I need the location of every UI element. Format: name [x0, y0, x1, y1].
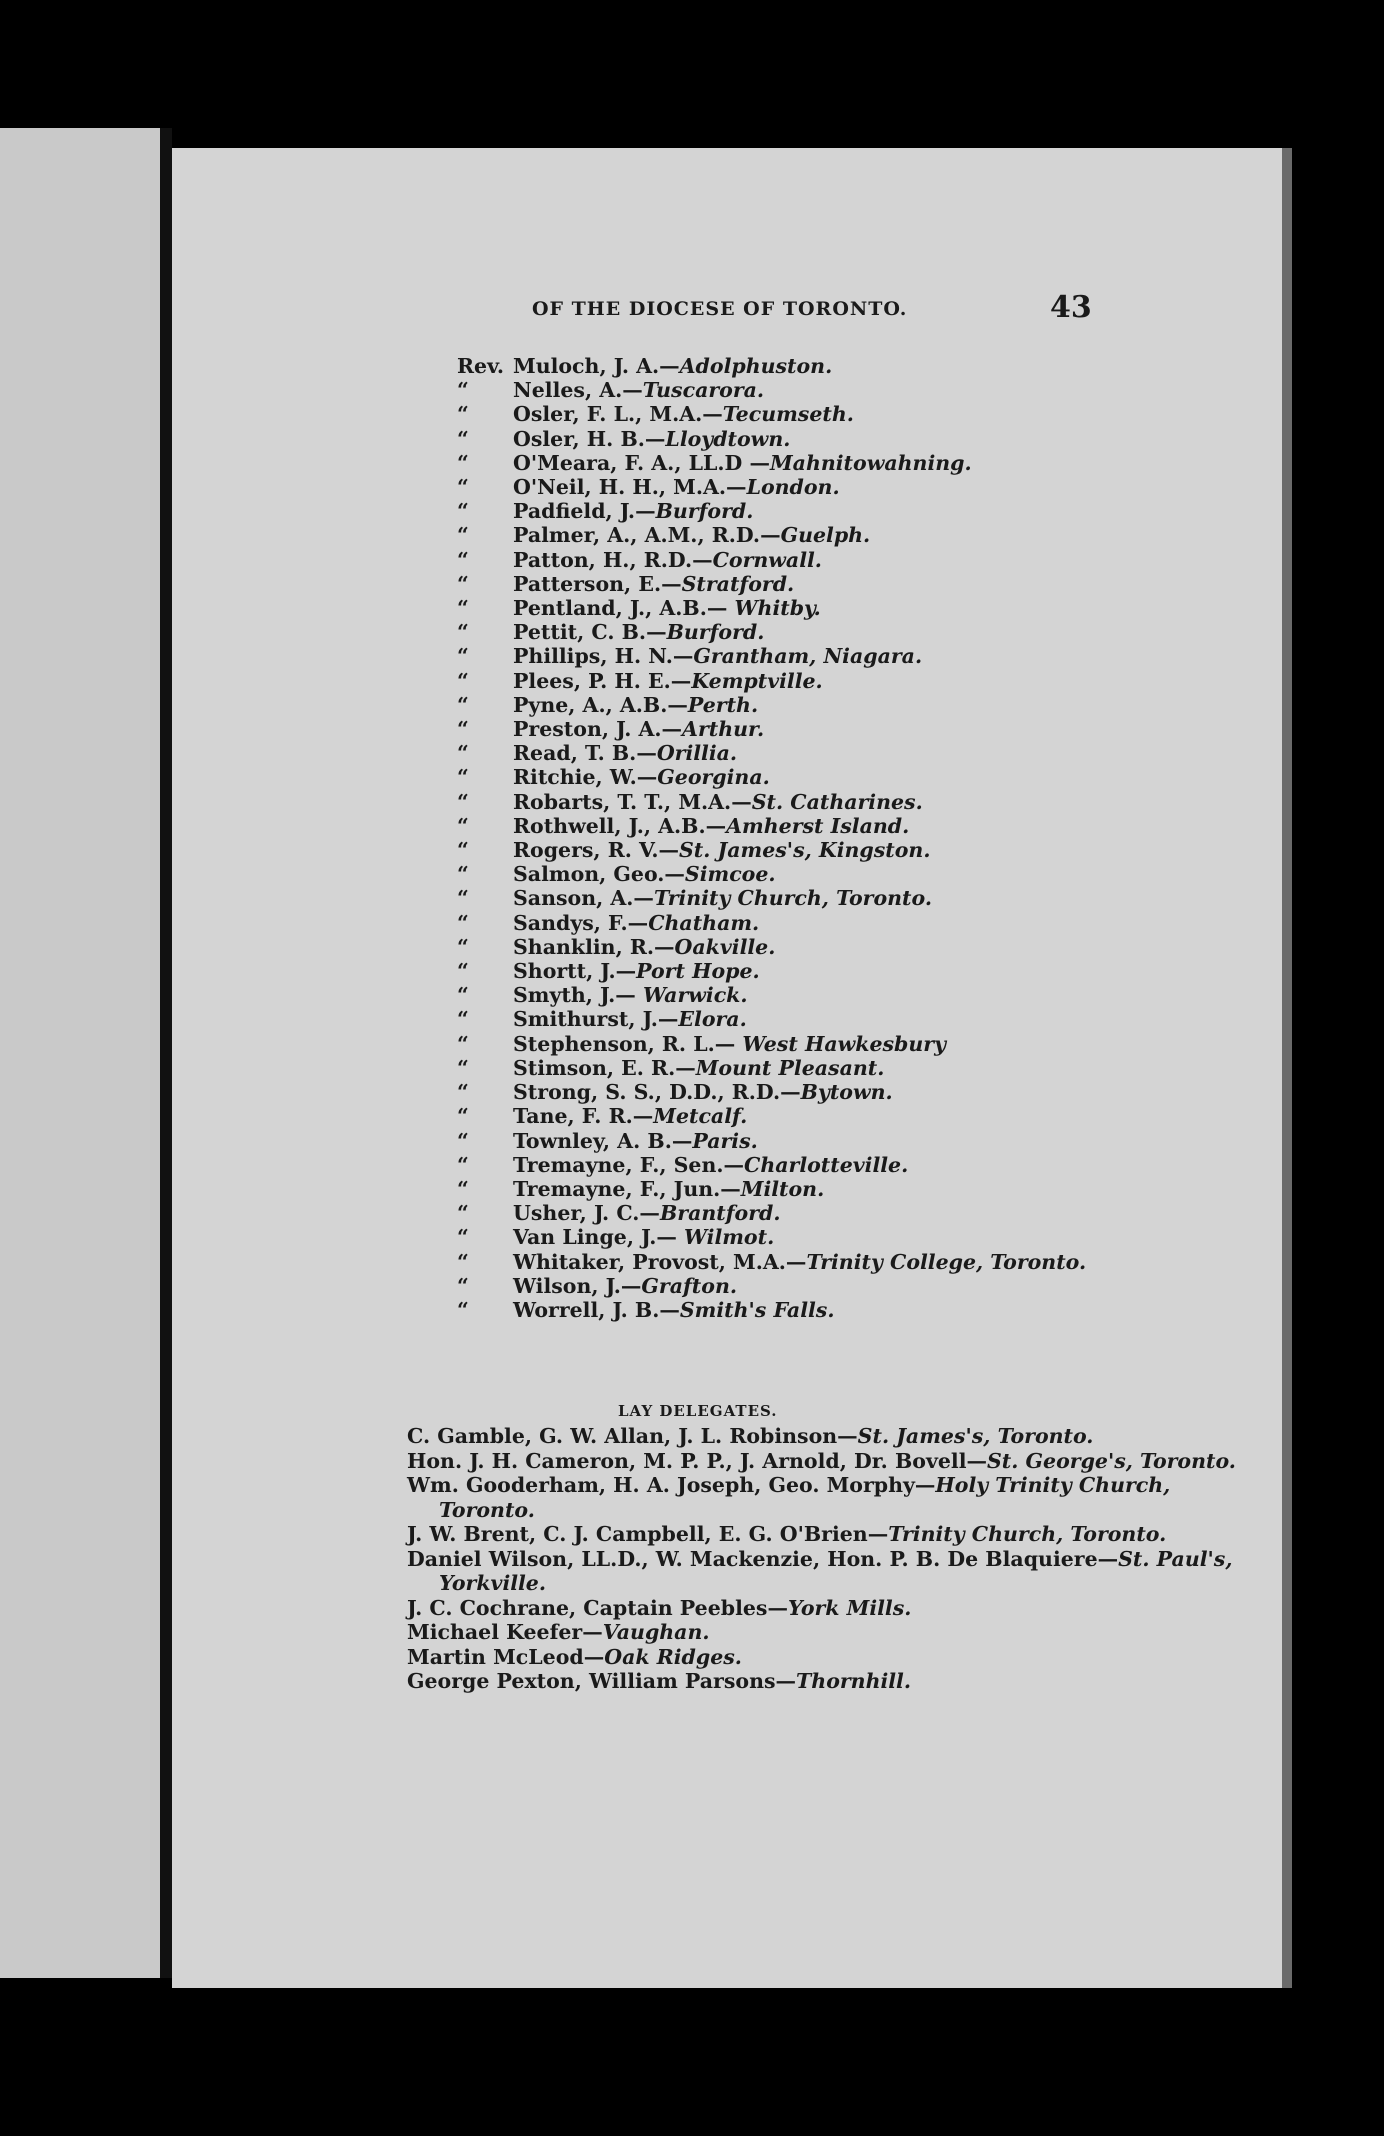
lay-delegate-place: Vaughan. — [602, 1620, 710, 1644]
clergy-place: Charlotteville. — [744, 1152, 909, 1177]
lay-delegate-names: Martin McLeod— — [407, 1644, 605, 1669]
clergy-entry — [457, 862, 1086, 886]
lay-delegate-entry — [407, 1596, 1237, 1621]
clergy-prefix: “ — [457, 1055, 469, 1080]
clergy-place: Burford. — [655, 499, 754, 524]
clergy-prefix: “ — [457, 523, 469, 548]
clergy-prefix: “ — [457, 692, 469, 717]
clergy-entry — [457, 620, 1086, 644]
clergy-place: Mahnitowahning. — [769, 450, 972, 475]
clergy-name: Pyne, A., A.B.— — [513, 692, 688, 717]
clergy-place: Wilmot. — [684, 1225, 775, 1250]
clergy-place: Port Hope. — [636, 959, 760, 984]
clergy-place: Brantford. — [659, 1201, 781, 1226]
clergy-entry — [457, 644, 1086, 668]
clergy-place: Smith's Falls. — [679, 1297, 835, 1322]
lay-delegate-names: Michael Keefer— — [407, 1620, 603, 1644]
clergy-entry — [457, 354, 1086, 378]
clergy-entry — [457, 1056, 1086, 1080]
clergy-place: Chatham. — [648, 910, 760, 935]
clergy-name: Nelles, A.— — [513, 378, 643, 403]
clergy-entry — [457, 1201, 1086, 1225]
clergy-entry — [457, 427, 1086, 451]
lay-delegates-heading: LAY DELEGATES. — [618, 1402, 778, 1420]
clergy-prefix: “ — [457, 402, 469, 427]
clergy-place: Stratford. — [681, 571, 795, 596]
clergy-prefix: “ — [457, 644, 469, 669]
clergy-place: Simcoe. — [684, 862, 776, 887]
clergy-place: Grantham, Niagara. — [693, 644, 923, 669]
clergy-place: Georgina. — [657, 765, 770, 790]
clergy-name: O'Neil, H. H., M.A.— — [513, 475, 747, 500]
clergy-entry — [457, 475, 1086, 499]
clergy-prefix: “ — [457, 886, 469, 911]
clergy-name: Muloch, J. A.— — [513, 354, 680, 378]
clergy-place: Tecumseth. — [722, 402, 854, 427]
clergy-entry — [457, 451, 1086, 475]
clergy-prefix: “ — [457, 378, 469, 403]
clergy-place: St. James's, Kingston. — [678, 838, 931, 863]
clergy-entry — [457, 1032, 1086, 1056]
clergy-prefix: “ — [457, 838, 469, 863]
lay-delegates-list — [407, 1424, 1237, 1694]
clergy-prefix: “ — [457, 717, 469, 742]
lay-delegate-names: C. Gamble, G. W. Allan, J. L. Robinson— — [407, 1424, 858, 1448]
clergy-name: Phillips, H. N.— — [513, 644, 694, 669]
clergy-name: Strong, S. S., D.D., R.D.— — [513, 1080, 801, 1105]
clergy-name: Preston, J. A.— — [513, 717, 683, 742]
lay-delegate-place: Trinity Church, Toronto. — [888, 1522, 1167, 1546]
clergy-place: Metcalf. — [653, 1104, 748, 1129]
clergy-entry — [457, 1177, 1086, 1201]
clergy-name: Plees, P. H. E.— — [513, 668, 692, 693]
lay-delegate-names: J. W. Brent, C. J. Campbell, E. G. O'Brien— — [407, 1522, 889, 1546]
clergy-place: Trinity Church, Toronto. — [653, 886, 932, 911]
clergy-prefix: “ — [457, 1201, 469, 1226]
clergy-name: Tremayne, F., Jun.— — [513, 1176, 741, 1201]
clergy-prefix: “ — [457, 1225, 469, 1250]
clergy-prefix: “ — [457, 1152, 469, 1177]
clergy-name: Rothwell, J., A.B.— — [513, 813, 727, 838]
clergy-prefix: “ — [457, 450, 469, 475]
clergy-entry — [457, 741, 1086, 765]
clergy-prefix: Rev. — [457, 354, 505, 378]
clergy-prefix: “ — [457, 499, 469, 524]
lay-delegate-entry — [407, 1449, 1237, 1474]
clergy-entry — [457, 1007, 1086, 1031]
clergy-entry — [457, 523, 1086, 547]
clergy-prefix: “ — [457, 1104, 469, 1129]
clergy-place: West Hawkesbury — [742, 1031, 946, 1056]
clergy-place: St. Catharines. — [751, 789, 923, 814]
clergy-name: Read, T. B.— — [513, 741, 657, 766]
clergy-name: Shanklin, R.— — [513, 934, 675, 959]
clergy-entry — [457, 814, 1086, 838]
clergy-entry — [457, 983, 1086, 1007]
clergy-entry — [457, 1153, 1086, 1177]
clergy-name: Sandys, F.— — [513, 910, 649, 935]
clergy-entry — [457, 717, 1086, 741]
clergy-place: Oakville. — [674, 934, 776, 959]
clergy-place: Burford. — [666, 620, 765, 645]
lay-delegate-place: Holy Trinity Church, Toronto. — [439, 1473, 1171, 1522]
clergy-prefix: “ — [457, 934, 469, 959]
clergy-name: Tane, F. R.— — [513, 1104, 654, 1129]
clergy-entry — [457, 1250, 1086, 1274]
lay-delegate-names: Hon. J. H. Cameron, M. P. P., J. Arnold, Dr. Bovell— — [407, 1448, 987, 1473]
clergy-place: Guelph. — [780, 523, 871, 548]
clergy-name: Osler, F. L., M.A.— — [513, 402, 723, 427]
clergy-prefix: “ — [457, 983, 469, 1008]
lay-delegate-names: Daniel Wilson, LL.D., W. Mackenzie, Hon. P. B. De Blaquiere— — [407, 1546, 1119, 1571]
clergy-prefix: “ — [457, 620, 469, 645]
clergy-entry — [457, 669, 1086, 693]
clergy-name: Padfield, J.— — [513, 499, 656, 524]
clergy-place: Paris. — [692, 1128, 758, 1153]
clergy-place: Orillia. — [656, 741, 738, 766]
clergy-entry — [457, 790, 1086, 814]
clergy-place: London. — [746, 475, 840, 500]
clergy-prefix: “ — [457, 1176, 469, 1201]
clergy-place: Mount Pleasant. — [695, 1055, 885, 1080]
clergy-place: Tuscarora. — [642, 378, 765, 403]
clergy-name: Wilson, J.— — [513, 1273, 642, 1298]
clergy-name: Townley, A. B.— — [513, 1128, 693, 1153]
clergy-prefix: “ — [457, 668, 469, 693]
lay-delegate-place: Thornhill. — [796, 1669, 911, 1693]
running-head: OF THE DIOCESE OF TORONTO. — [532, 298, 908, 320]
clergy-prefix: “ — [457, 789, 469, 814]
lay-delegate-names: J. C. Cochrane, Captain Peebles— — [407, 1595, 788, 1620]
clergy-prefix: “ — [457, 475, 469, 500]
clergy-name: Tremayne, F., Sen.— — [513, 1152, 745, 1177]
lay-delegate-entry — [407, 1522, 1237, 1547]
clergy-entry — [457, 1104, 1086, 1128]
clergy-name: Osler, H. B.— — [513, 426, 666, 451]
clergy-name: Salmon, Geo.— — [513, 862, 685, 887]
clergy-name: Rogers, R. V.— — [513, 838, 679, 863]
lay-delegate-entry — [407, 1669, 1237, 1694]
clergy-prefix: “ — [457, 547, 469, 572]
page-number: 43 — [1050, 290, 1092, 325]
lay-delegate-names: George Pexton, William Parsons— — [407, 1669, 797, 1693]
clergy-place: Trinity College, Toronto. — [806, 1249, 1087, 1274]
clergy-place: Milton. — [740, 1176, 825, 1201]
lay-delegate-place: St. George's, Toronto. — [987, 1448, 1236, 1473]
lay-delegate-entry — [407, 1473, 1237, 1522]
clergy-prefix: “ — [457, 862, 469, 887]
clergy-place: Grafton. — [641, 1273, 737, 1298]
clergy-place: Bytown. — [800, 1080, 893, 1105]
clergy-name: Whitaker, Provost, M.A.— — [513, 1249, 807, 1274]
clergy-name: Palmer, A., A.M., R.D.— — [513, 523, 781, 548]
clergy-entry — [457, 959, 1086, 983]
lay-delegate-names: Wm. Gooderham, H. A. Joseph, Geo. Morphy— — [407, 1473, 936, 1497]
clergy-entry — [457, 693, 1086, 717]
clergy-entry — [457, 765, 1086, 789]
clergy-prefix: “ — [457, 1031, 469, 1056]
clergy-prefix: “ — [457, 1273, 469, 1298]
clergy-prefix: “ — [457, 1128, 469, 1153]
clergy-entry — [457, 499, 1086, 523]
clergy-entry — [457, 378, 1086, 402]
clergy-prefix: “ — [457, 813, 469, 838]
clergy-name: Patton, H., R.D.— — [513, 547, 713, 572]
clergy-prefix: “ — [457, 910, 469, 935]
clergy-place: Whitby. — [734, 596, 821, 621]
lay-delegate-place: St. James's, Toronto. — [857, 1424, 1094, 1448]
clergy-prefix: “ — [457, 1249, 469, 1274]
clergy-entry — [457, 1129, 1086, 1153]
clergy-name: Stimson, E. R.— — [513, 1055, 696, 1080]
clergy-entry — [457, 911, 1086, 935]
clergy-entry — [457, 1298, 1086, 1322]
page — [172, 148, 1292, 1988]
lay-delegate-place: York Mills. — [787, 1595, 912, 1620]
clergy-name: Worrell, J. B.— — [513, 1297, 680, 1322]
clergy-prefix: “ — [457, 741, 469, 766]
clergy-entry — [457, 1080, 1086, 1104]
clergy-prefix: “ — [457, 426, 469, 451]
clergy-prefix: “ — [457, 1297, 469, 1322]
clergy-name: Sanson, A.— — [513, 886, 654, 911]
clergy-prefix: “ — [457, 596, 469, 621]
clergy-place: Warwick. — [642, 983, 748, 1008]
clergy-prefix: “ — [457, 571, 469, 596]
clergy-name: Stephenson, R. L.— — [513, 1031, 743, 1056]
clergy-name: Van Linge, J.— — [513, 1225, 684, 1250]
clergy-list — [457, 354, 1086, 1322]
clergy-name: Pettit, C. B.— — [513, 620, 667, 645]
left-page-edge — [0, 128, 160, 1978]
clergy-prefix: “ — [457, 1007, 469, 1032]
clergy-name: Ritchie, W.— — [513, 765, 658, 790]
lay-delegate-entry — [407, 1547, 1237, 1596]
clergy-name: Robarts, T. T., M.A.— — [513, 789, 752, 814]
clergy-place: Kemptville. — [691, 668, 823, 693]
clergy-name: Smyth, J.— — [513, 983, 643, 1008]
lay-delegate-place: St. Paul's, Yorkville. — [439, 1546, 1233, 1595]
clergy-entry — [457, 1274, 1086, 1298]
clergy-place: Elora. — [678, 1007, 747, 1032]
lay-delegate-entry — [407, 1424, 1237, 1449]
clergy-name: Smithurst, J.— — [513, 1007, 679, 1032]
clergy-entry — [457, 886, 1086, 910]
clergy-entry — [457, 572, 1086, 596]
lay-delegate-place: Oak Ridges. — [604, 1644, 742, 1669]
lay-delegate-entry — [407, 1645, 1237, 1670]
clergy-place: Amherst Island. — [726, 813, 910, 838]
clergy-entry — [457, 1225, 1086, 1249]
clergy-place: Cornwall. — [712, 547, 822, 572]
clergy-place: Adolphuston. — [679, 354, 833, 378]
clergy-prefix: “ — [457, 1080, 469, 1105]
clergy-place: Perth. — [687, 692, 759, 717]
clergy-name: O'Meara, F. A., LL.D — — [513, 450, 770, 475]
clergy-place: Lloydtown. — [665, 426, 791, 451]
clergy-place: Arthur. — [682, 717, 765, 742]
clergy-prefix: “ — [457, 765, 469, 790]
lay-delegate-entry — [407, 1620, 1237, 1645]
clergy-name: Usher, J. C.— — [513, 1201, 660, 1226]
clergy-name: Shortt, J.— — [513, 959, 637, 984]
clergy-entry — [457, 935, 1086, 959]
clergy-name: Pentland, J., A.B.— — [513, 596, 735, 621]
book-gutter — [160, 128, 172, 1978]
clergy-entry — [457, 596, 1086, 620]
clergy-entry — [457, 838, 1086, 862]
clergy-name: Patterson, E.— — [513, 571, 682, 596]
clergy-entry — [457, 402, 1086, 426]
clergy-prefix: “ — [457, 959, 469, 984]
clergy-entry — [457, 548, 1086, 572]
